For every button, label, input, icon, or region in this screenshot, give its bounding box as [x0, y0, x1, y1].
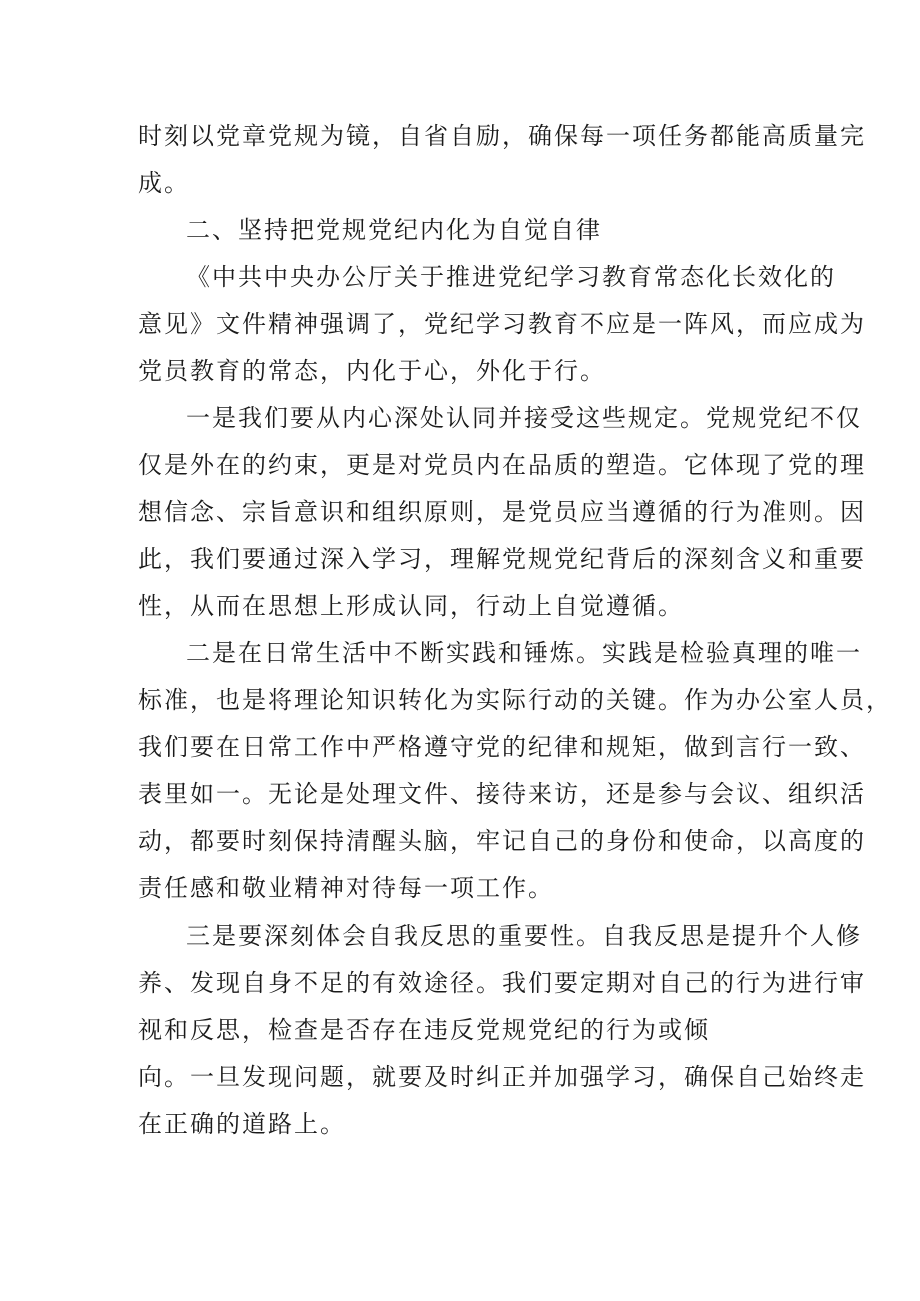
text-line: 党员教育的常态，内化于心，外化于行。: [138, 357, 606, 385]
text-line: 时刻以党章党规为镜，自省自励，确保每一项任务都能高质量完: [138, 122, 866, 150]
text-line: 意见》文件精神强调了，党纪学习教育不应是一阵风，而应成为: [138, 310, 866, 338]
text-line: 责任感和敬业精神对待每一项工作。: [138, 874, 554, 902]
text-line: 表里如一。无论是处理文件、接待来访，还是参与会议、组织活: [138, 780, 866, 808]
text-line: 《中共中央办公厅关于推进党纪学习教育常态化长效化的: [186, 263, 836, 291]
section-heading: 二、坚持把党规党纪内化为自觉自律: [186, 216, 602, 244]
text-line: 养、发现自身不足的有效途径。我们要定期对自己的行为进行审: [138, 969, 866, 997]
text-line: 视和反思，检查是否存在违反党规党纪的行为或倾: [138, 1016, 710, 1044]
text-line: 在正确的道路上。: [138, 1110, 346, 1138]
text-line: 三是要深刻体会自我反思的重要性。自我反思是提升个人修: [186, 922, 862, 950]
text-line: 向。一旦发现问题，就要及时纠正并加强学习，确保自己始终走: [138, 1063, 866, 1091]
text-line: 我们要在日常工作中严格遵守党的纪律和规矩，做到言行一致、: [138, 733, 866, 761]
text-line: 成。: [138, 169, 190, 197]
text-line: 此，我们要通过深入学习，理解党规党纪背后的深刻含义和重要: [138, 545, 866, 573]
text-line: 标准，也是将理论知识转化为实际行动的关键。作为办公室人员，: [138, 686, 892, 714]
text-line: 仅是外在的约束，更是对党员内在品质的塑造。它体现了党的理: [138, 451, 866, 479]
text-line: 一是我们要从内心深处认同并接受这些规定。党规党纪不仅: [186, 404, 862, 432]
text-line: 二是在日常生活中不断实践和锤炼。实践是检验真理的唯一: [186, 639, 862, 667]
text-line: 动，都要时刻保持清醒头脑，牢记自己的身份和使命，以高度的: [138, 827, 866, 855]
text-line: 性，从而在思想上形成认同，行动上自觉遵循。: [138, 592, 684, 620]
text-line: 想信念、宗旨意识和组织原则，是党员应当遵循的行为准则。因: [138, 498, 866, 526]
